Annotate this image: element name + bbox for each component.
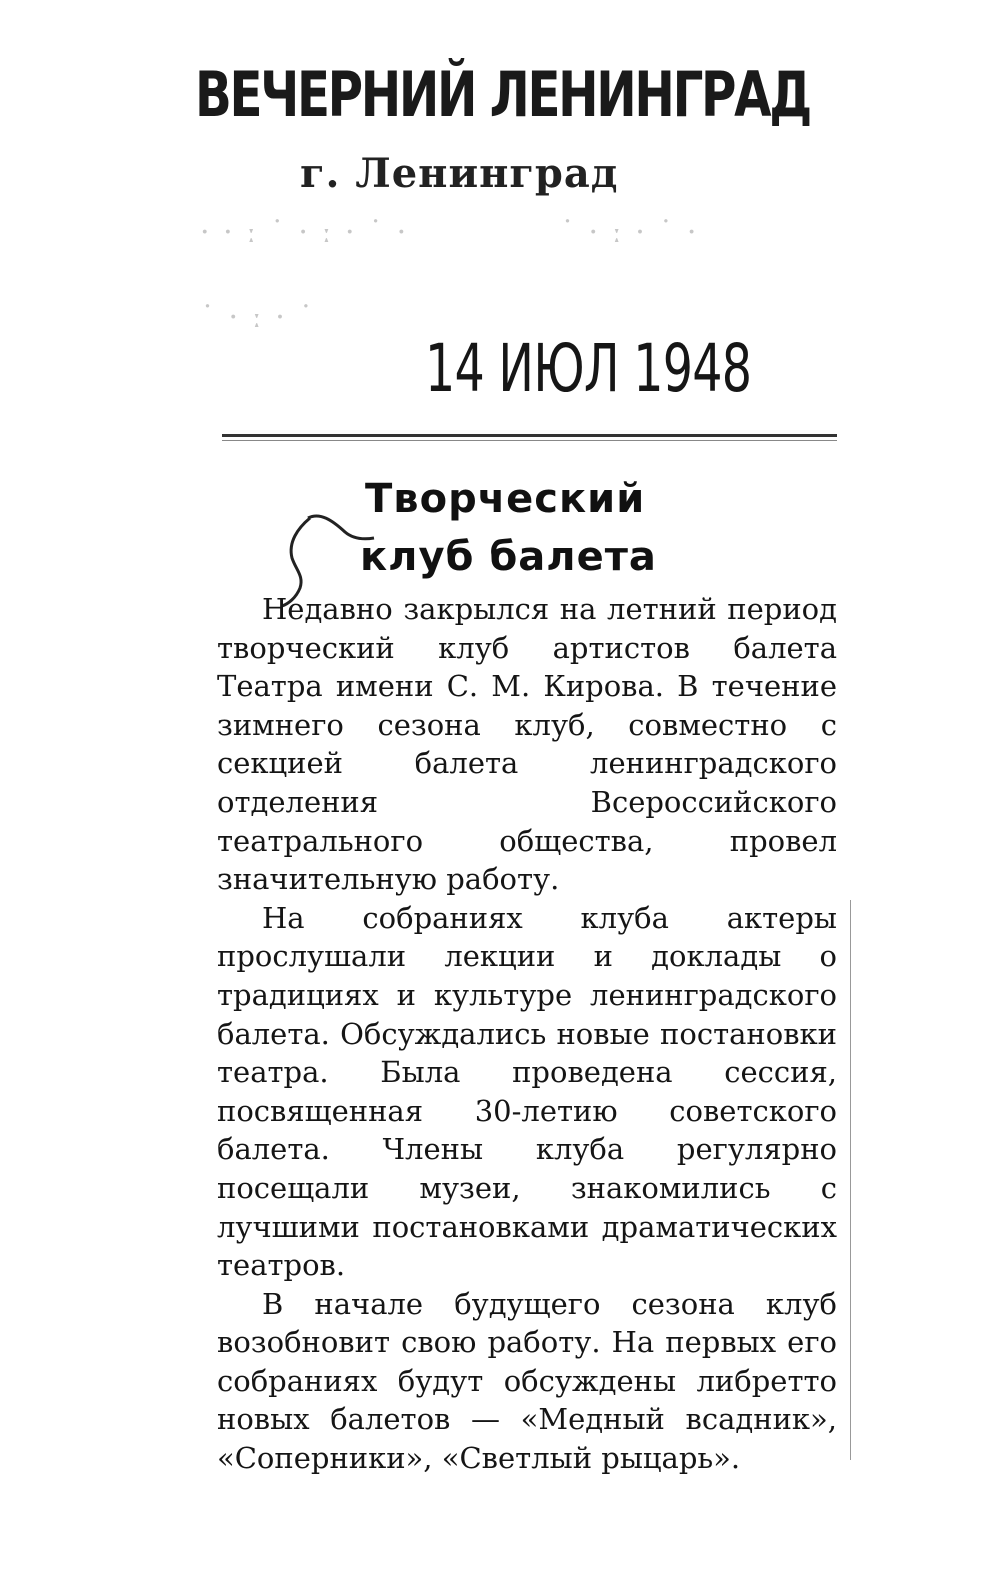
headline-line-1: Творческий bbox=[365, 476, 646, 522]
article-paragraph-3: В начале будущего сезона клуб возобновит свою работу. На первых его собраниях будут обсуждены либретто новых балетов — «Медный всадник», «Соперники», «Светлый рыцарь». bbox=[217, 1286, 837, 1476]
clipping-edge-line bbox=[850, 900, 851, 1460]
article-body bbox=[217, 590, 837, 1478]
stamp-smudge: ˙ · ː · ˙ bbox=[200, 300, 316, 335]
date-stamp: 14 ИЮЛ 1948 bbox=[425, 330, 752, 407]
stamp-smudge: · · ː ˙ · ː · ˙ · bbox=[200, 215, 409, 250]
article-paragraph-2: На собраниях клуба актеры прослушали лекции и доклады о традициях и культуре ленинградского балета. Обсуждались новые постановки театра. Была проведена сессия, посвященная 30-летию советского балета. Члены клуба регулярно посещали музеи, знакомились с лучшими постановками драматических театров. bbox=[217, 900, 837, 1283]
divider-rule bbox=[222, 434, 837, 437]
article-paragraph-1: Недавно закрылся на летний период творческий клуб артистов балета Театра имени С. М. Кирова. В течение зимнего сезона клуб, совместно с секцией балета ленинградского отделения Всероссийского театрального общества, провел значительную работу. bbox=[217, 592, 837, 897]
masthead-city: г. Ленинград bbox=[300, 150, 619, 197]
divider-rule-thin bbox=[222, 440, 837, 441]
article-headline bbox=[330, 470, 750, 586]
masthead bbox=[195, 58, 810, 138]
stamp-smudge: ˙ · ː · ˙ · bbox=[560, 215, 699, 250]
headline-line-2: клуб балета bbox=[360, 534, 657, 580]
masthead-title: ВЕЧЕРНИЙ ЛЕНИНГРАД bbox=[195, 58, 810, 131]
